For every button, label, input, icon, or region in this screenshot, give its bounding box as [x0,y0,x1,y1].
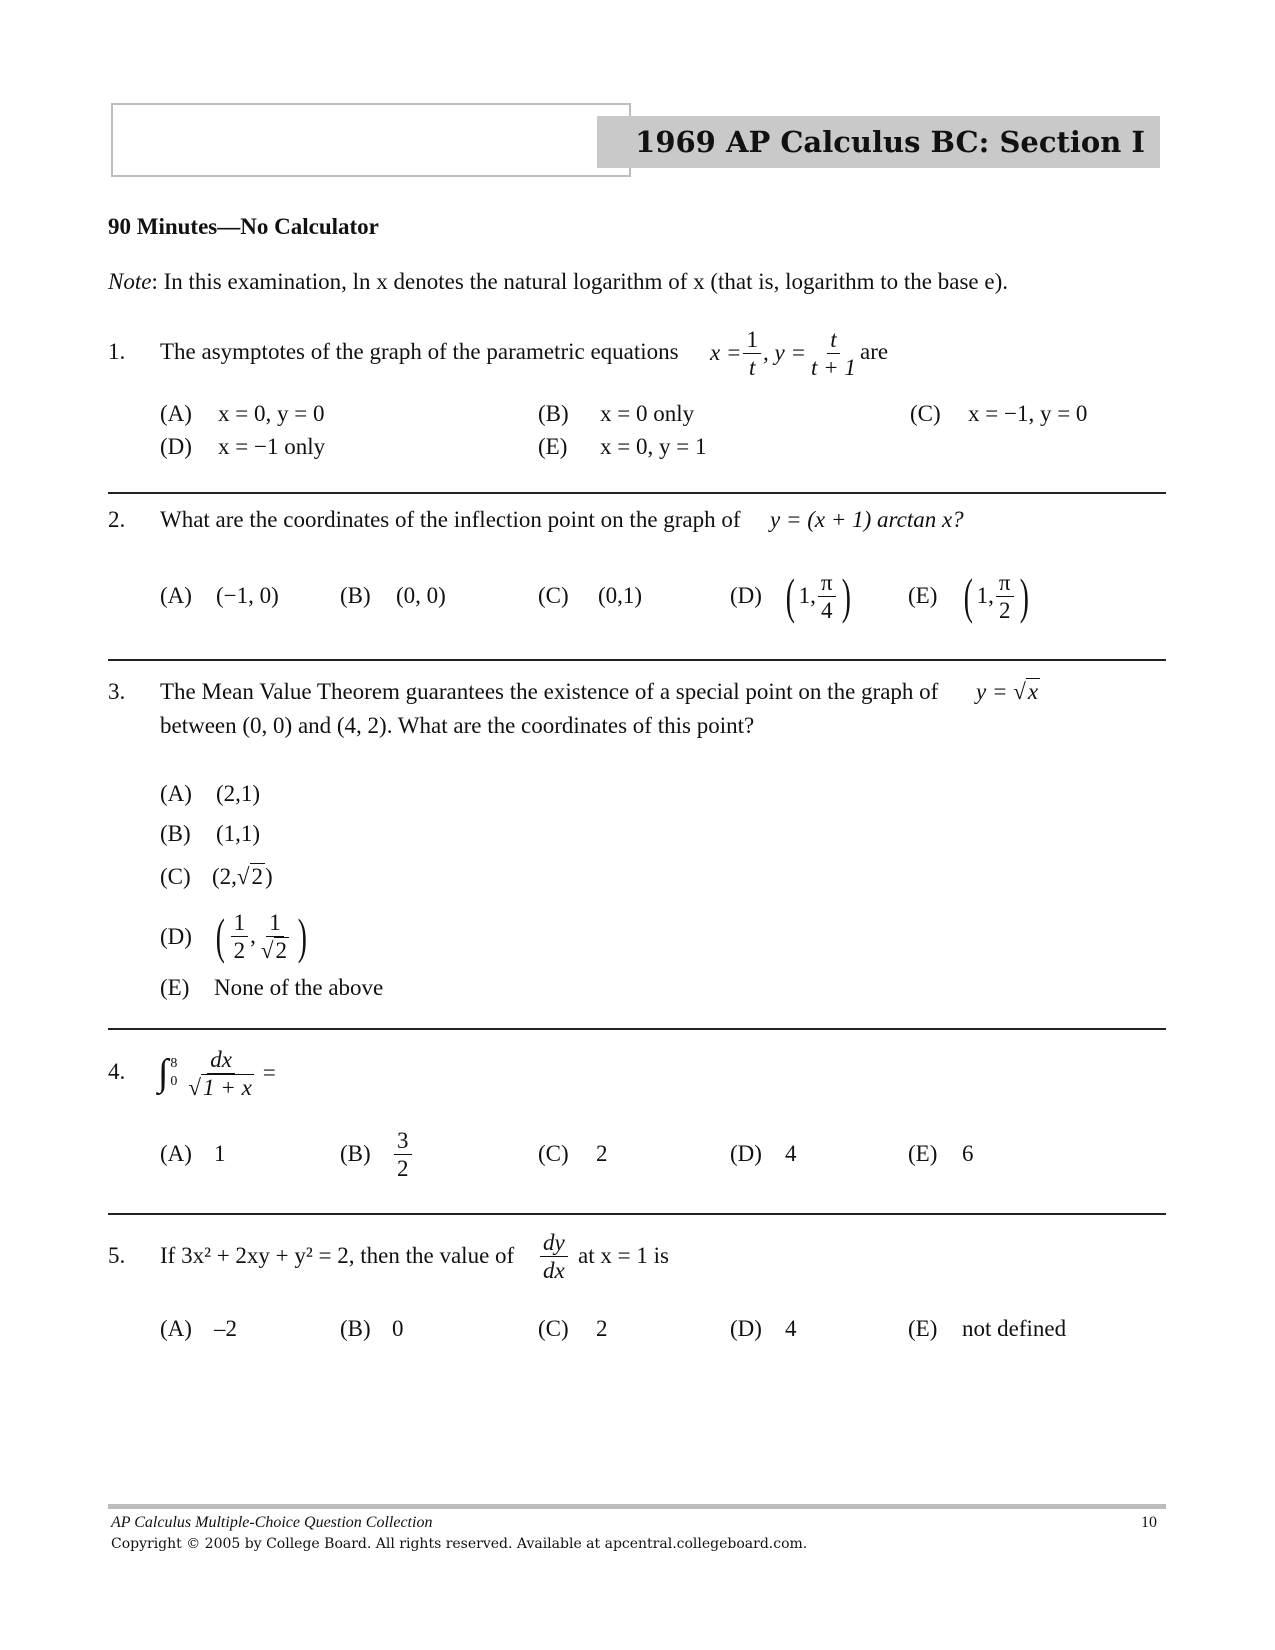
q3-d-fraction-2 [258,911,292,962]
q1-equations [710,325,861,381]
q1-x-eq: x = [710,340,742,365]
page-title: 1969 AP Calculus BC: Section I [635,125,1145,159]
paren-close: ) [265,864,273,889]
q3-d2-num: 1 [266,911,284,937]
q5-choice-b-letter[interactable]: (B) [340,1316,371,1341]
q4-num: dx [207,1048,235,1074]
q3-c-radicand: 2 [251,864,264,889]
sqrt-sign: √ [260,937,274,963]
header-frame [111,103,631,177]
q3-choice-e-letter[interactable]: (E) [160,975,190,1000]
q5-den: dx [543,1257,565,1283]
q4-choice-c-text: 2 [596,1141,608,1166]
q4-b-den: 2 [397,1155,409,1181]
q2-e-num: π [996,571,1014,597]
q5-choice-a-text: –2 [214,1316,237,1341]
q3-choice-e-text: None of the above [214,975,384,1000]
q1-x-den: t [749,354,756,380]
q4-choice-e-text: 6 [962,1141,974,1166]
q1-choice-e-text: x = 0, y = 1 [600,434,707,459]
q5-num: dy [540,1231,568,1257]
q3-d2-radicand: 2 [275,937,288,963]
q3-choice-d-letter[interactable]: (D) [160,924,192,949]
footer-title: AP Calculus Multiple-Choice Question Collection [111,1514,433,1531]
footer-rule [108,1504,1166,1509]
q5-choice-e-letter[interactable]: (E) [908,1316,938,1341]
page-number: 10 [1141,1514,1157,1531]
q3-stem-line2: between (0, 0) and (4, 2). What are the coordinates of this point? [160,713,755,738]
sqrt-sign: √ [1013,679,1026,704]
q4-b-fraction [394,1129,412,1180]
q2-choice-e-text: 1, [976,583,994,608]
q2-choice-a-letter[interactable]: (A) [160,583,192,608]
q1-number: 1. [108,339,126,364]
q4-upper-limit: 8 [170,1056,178,1071]
q4-limits [170,1055,177,1091]
q2-choice-e-letter[interactable]: (E) [908,583,938,608]
q5-number: 5. [108,1243,126,1268]
q3-choice-b-letter[interactable]: (B) [160,821,191,846]
paren-open: ( [785,568,795,624]
q1-y-eq: , y = [762,340,806,365]
q2-d-fraction [818,571,836,622]
q3-choice-c-letter[interactable]: (C) [160,864,191,889]
q5-choice-d-text: 4 [785,1316,797,1341]
q3-choice-d-math [212,904,311,968]
paren-close: ) [297,908,307,964]
q1-y-num: t [827,328,839,354]
note-label: Note [108,269,152,294]
q2-choice-d-text: 1, [798,583,816,608]
q4-b-num: 3 [394,1129,412,1155]
q3-choice-b-text: (1,1) [216,821,261,846]
q1-stem: The asymptotes of the graph of the parametric equations [160,339,679,364]
q4-choice-a-text: 1 [214,1141,226,1166]
footer-copyright: Copyright © 2005 by College Board. All rights reserved. Available at apcentral.collegeboard.com. [111,1536,808,1552]
q3-d2-den [258,937,292,962]
divider [108,492,1166,494]
q3-choice-a-letter[interactable]: (A) [160,781,192,806]
q5-choice-c-text: 2 [596,1316,608,1341]
q3-stem: The Mean Value Theorem guarantees the existence of a special point on the graph of [160,679,939,704]
q4-choice-a-letter[interactable]: (A) [160,1141,192,1166]
q1-choice-d-letter[interactable]: (D) [160,434,192,459]
paren-open: ( [215,908,225,964]
sqrt-sign: √ [236,864,250,889]
q4-choice-e-letter[interactable]: (E) [908,1141,938,1166]
q4-den-wrap [185,1074,256,1099]
q4-choice-c-letter[interactable]: (C) [538,1141,569,1166]
q2-choice-d-letter[interactable]: (D) [730,583,762,608]
q4-den: 1 + x [203,1074,252,1100]
q5-suffix: at x = 1 is [578,1243,669,1268]
q1-choice-c-letter[interactable]: (C) [910,401,941,426]
q5-stem: If 3x² + 2xy + y² = 2, then the value of [160,1243,515,1268]
q1-x-fraction [743,328,761,379]
q4-choice-d-letter[interactable]: (D) [730,1141,762,1166]
q5-fraction [540,1231,568,1282]
comma: , [250,923,256,948]
q2-choice-e-math [960,565,1032,627]
q5-derivative [538,1226,570,1286]
q3-radicand: x [1027,679,1039,704]
q3-number: 3. [108,679,126,704]
q2-e-den: 2 [998,597,1011,623]
q2-expression: y = (x + 1) arctan x? [770,507,964,532]
q2-e-fraction [996,571,1014,622]
q4-number: 4. [108,1059,126,1084]
divider [108,659,1166,661]
q2-stem: What are the coordinates of the inflection point on the graph of [160,507,741,532]
exam-note [108,268,1008,296]
q1-y-fraction [808,328,859,379]
exam-timing: 90 Minutes—No Calculator [108,214,379,239]
q1-choice-b-text: x = 0 only [600,401,695,426]
q1-choice-c-text: x = −1, y = 0 [968,401,1088,426]
q2-d-num: π [818,571,836,597]
q1-choice-a-letter[interactable]: (A) [160,401,192,426]
q2-choice-a-text: (−1, 0) [216,583,279,608]
q1-suffix: are [860,339,889,364]
q3-y-eq: y = [976,679,1008,704]
q4-lower-limit: 0 [170,1074,178,1089]
paren-close: ) [841,568,851,624]
q3-choice-a-text: (2,1) [216,781,261,806]
q1-choice-e-letter[interactable]: (E) [538,434,568,459]
q1-choice-a-text: x = 0, y = 0 [218,401,325,426]
note-text: : In this examination, ln x denotes the natural logarithm of x (that is, logarithm to the base e). [151,269,1009,294]
q5-choice-c-letter[interactable]: (C) [538,1316,569,1341]
q5-choice-d-letter[interactable]: (D) [730,1316,762,1341]
q1-choice-b-letter[interactable]: (B) [538,401,569,426]
q3-expression [976,678,1040,706]
q5-choice-a-letter[interactable]: (A) [160,1316,192,1341]
q2-d-den: 4 [820,597,833,623]
q2-number: 2. [108,507,126,532]
q1-x-num: 1 [743,328,761,354]
q2-choice-b-letter[interactable]: (B) [340,583,371,608]
divider [108,1028,1166,1030]
q4-integral [158,1040,276,1106]
q2-choice-c-letter[interactable]: (C) [538,583,569,608]
q4-choice-d-text: 4 [785,1141,797,1166]
paren-open: ( [212,864,220,889]
q3-d-den: 2 [233,937,246,963]
sqrt-sign: √ [188,1074,202,1100]
q2-choice-c-text: (0,1) [598,583,643,608]
q3-d-num: 1 [231,911,249,937]
divider [108,1213,1166,1215]
q4-fraction [185,1048,256,1099]
q3-choice-c-math [212,863,273,891]
paren-close: ) [1019,568,1029,624]
q2-choice-b-text: (0, 0) [396,583,446,608]
q4-choice-b-letter[interactable]: (B) [340,1141,371,1166]
integral-sign: ∫ [158,1052,169,1094]
q3-d-fraction-1 [231,911,249,962]
q5-choice-b-text: 0 [392,1316,404,1341]
q5-choice-e-text: not defined [962,1316,1067,1341]
q1-y-den: t + 1 [810,354,856,380]
q2-choice-d-math [782,565,854,627]
paren-open: ( [963,568,973,624]
q3-choice-c-text: 2, [219,864,237,889]
q4-choice-b-math [392,1124,414,1184]
q4-equals: = [262,1060,276,1085]
q1-choice-d-text: x = −1 only [218,434,326,459]
